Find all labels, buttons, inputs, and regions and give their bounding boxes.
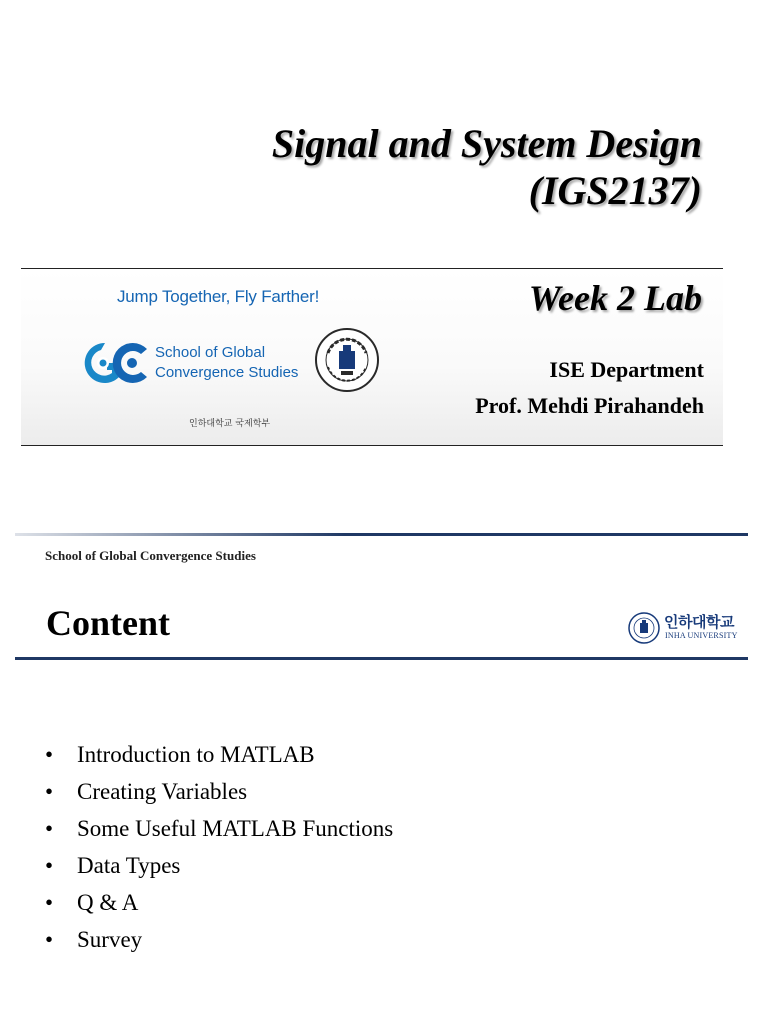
list-item [45,884,393,921]
slide-title [272,120,702,214]
bullet-icon: • [45,927,54,952]
list-item-text: Creating Variables [77,779,248,804]
content-title: Content [46,603,170,643]
title-slide [0,0,768,500]
list-item [45,847,393,884]
school-header: School of Global Convergence Studies [45,548,256,563]
school-name [155,343,298,383]
bullet-icon: • [45,779,54,804]
bullet-icon: • [45,853,54,878]
department: ISE Department [549,357,704,382]
header-top-rule [15,533,748,536]
bullet-icon: • [45,816,54,841]
inha-logo [628,610,744,646]
professor: Prof. Mehdi Pirahandeh [475,393,704,418]
content-list [45,736,393,958]
bullet-icon: • [45,742,54,767]
list-item-text: Introduction to MATLAB [77,742,315,767]
bullet-icon: • [45,890,54,915]
inha-logo-english: INHA UNIVERSITY [665,631,738,640]
title-line-2: (IGS2137) [528,168,702,213]
slogan: Jump Together, Fly Farther! [117,287,320,306]
list-item-text: Q & A [77,890,139,915]
korean-subtitle: 인하대학교 국제학부 [189,419,271,429]
university-seal-icon [314,327,380,393]
inha-logo-korean: 인하대학교 [664,613,734,631]
list-item-text: Data Types [77,853,181,878]
title-line-1: Signal and System Design [271,121,702,166]
week-label: Week 2 Lab [528,278,702,318]
list-item [45,810,393,847]
school-banner [21,268,723,446]
list-item-text: Survey [77,927,143,952]
content-slide [0,530,768,1024]
list-item-text: Some Useful MATLAB Functions [77,816,394,841]
list-item [45,921,393,958]
school-name-line-1: School of Global [155,344,266,361]
header-bottom-rule [15,657,748,660]
list-item [45,736,393,773]
inha-seal-icon [628,612,660,644]
school-logo-icon [79,337,151,389]
list-item [45,773,393,810]
school-name-line-2: Convergence Studies [155,364,299,381]
